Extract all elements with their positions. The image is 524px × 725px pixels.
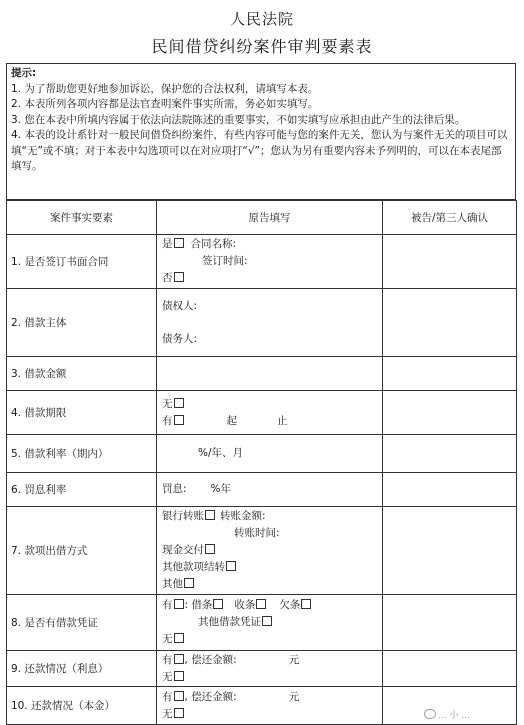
row-label: 1. 是否签订书面合同	[7, 235, 157, 289]
cash-checkbox[interactable]	[205, 544, 215, 554]
plaintiff-cell[interactable]	[157, 289, 383, 357]
plaintiff-cell[interactable]: 有 : 借条 收条 欠条 其他借款凭证 无	[157, 595, 383, 651]
table-row	[7, 357, 517, 391]
other-label: 其他	[162, 578, 183, 590]
notice-box	[6, 63, 516, 200]
has-voucher-label: 有	[162, 599, 173, 611]
row-label: 10. 还款情况（本金）	[7, 687, 157, 725]
principal-amount-label: 偿还金额:	[191, 690, 237, 703]
plaintiff-cell[interactable]	[157, 507, 383, 595]
plaintiff-cell[interactable]: 有 , 偿还金额: 元 无	[157, 651, 383, 687]
other-checkbox[interactable]	[184, 578, 194, 588]
transfer-amount-label: 转账金额:	[220, 510, 266, 522]
sign-time-label: 签订时间:	[202, 255, 248, 267]
row-label: 4. 借款期限	[7, 391, 157, 435]
creditor-label: 债权人:	[162, 299, 198, 312]
row-label: 9. 还款情况（利息）	[7, 651, 157, 687]
transfer-time-label: 转账时间:	[234, 527, 280, 539]
document-title: 民间借贷纠纷案件审判要素表	[151, 37, 373, 56]
defendant-confirm-cell[interactable]	[383, 235, 517, 289]
notice-item-2: 2. 本表所列各项内容都是法官查明案件事实所需，务必如实填写。	[11, 98, 319, 110]
penalty-label: 罚息:	[162, 483, 187, 495]
defendant-confirm-cell[interactable]	[383, 391, 517, 435]
notice-item-1: 1. 为了帮助您更好地参加诉讼，保护您的合法权利，请填写本表。	[11, 82, 319, 95]
plaintiff-cell[interactable]	[157, 391, 383, 435]
table-row	[7, 289, 517, 357]
table-row	[7, 507, 517, 595]
notice-title: 提示:	[11, 67, 37, 79]
column-header-defendant: 被告/第三人确认	[383, 201, 517, 235]
iou-checkbox[interactable]	[301, 599, 311, 609]
defendant-confirm-cell[interactable]	[383, 435, 517, 473]
none-option-label: 无	[162, 397, 173, 410]
interest-paid-checkbox[interactable]	[174, 654, 184, 664]
no-voucher-label: 无	[162, 633, 173, 645]
table-row	[7, 595, 517, 651]
watermark: ... 小 ...	[438, 711, 470, 721]
has-checkbox[interactable]	[174, 415, 184, 425]
row-label: 2. 借款主体	[7, 289, 157, 357]
row-label: 3. 借款金额	[7, 357, 157, 391]
yes-option-label: 是	[162, 238, 173, 250]
penalty-unit-label: %年	[210, 483, 232, 495]
row-label: 6. 罚息利率	[7, 473, 157, 507]
loan-note-checkbox[interactable]	[213, 599, 223, 609]
other-transfer-label: 其他款项结转	[162, 561, 225, 573]
iou-label: 欠条	[279, 599, 301, 611]
bank-transfer-checkbox[interactable]	[205, 510, 215, 520]
defendant-confirm-cell[interactable]	[383, 473, 517, 507]
rate-unit-label: %/年、月	[198, 447, 244, 459]
principal-none-checkbox[interactable]	[174, 708, 184, 718]
principal-none-label: 无	[162, 707, 173, 720]
interest-amount-label: 偿还金额:	[191, 653, 237, 666]
defendant-confirm-cell[interactable]	[383, 595, 517, 651]
plaintiff-cell[interactable]: 有 , 偿还金额: 元 无	[157, 687, 383, 725]
defendant-confirm-cell[interactable]	[383, 289, 517, 357]
principal-yuan-label: 元	[288, 690, 300, 703]
table-row	[7, 651, 517, 687]
has-option-label: 有	[162, 414, 173, 427]
plaintiff-cell[interactable]	[157, 435, 383, 473]
other-voucher-checkbox[interactable]	[262, 616, 272, 626]
row-label: 7. 款项出借方式	[7, 507, 157, 595]
loan-note-label: 借条	[191, 599, 213, 611]
defendant-confirm-cell[interactable]	[383, 651, 517, 687]
table-row	[7, 473, 517, 507]
table-row	[7, 391, 517, 435]
no-option-label: 否	[162, 272, 173, 284]
contract-name-label: 合同名称:	[190, 238, 237, 250]
table-row	[7, 435, 517, 473]
from-label: 起	[226, 414, 237, 427]
plaintiff-cell[interactable]	[157, 235, 383, 289]
principal-paid-checkbox[interactable]	[174, 691, 184, 701]
column-header-elements: 案件事实要素	[7, 201, 157, 235]
interest-paid-label: 有	[162, 653, 173, 666]
elements-table	[6, 200, 517, 725]
bank-transfer-label: 银行转账	[162, 510, 204, 522]
none-checkbox[interactable]	[174, 398, 184, 408]
yes-checkbox[interactable]	[174, 238, 184, 248]
interest-yuan-label: 元	[288, 653, 300, 666]
defendant-confirm-cell[interactable]	[383, 357, 517, 391]
receipt-checkbox[interactable]	[256, 599, 266, 609]
has-voucher-checkbox[interactable]	[174, 599, 184, 609]
notice-item-3: 3. 您在本表中所填内容属于依法向法院陈述的重要事实，不如实填写应承担由此产生的法律后果。	[11, 113, 466, 126]
plaintiff-cell[interactable]	[157, 357, 383, 391]
plaintiff-cell[interactable]	[157, 473, 383, 507]
row-label: 5. 借款利率（期内）	[7, 435, 157, 473]
table-header-row	[7, 201, 517, 235]
court-name: 人民法院	[229, 10, 294, 28]
other-voucher-label: 其他借款凭证	[198, 616, 261, 628]
no-voucher-checkbox[interactable]	[174, 633, 184, 643]
notice-item-4: 4. 本表的设计系针对一般民间借贷纠纷案件，有些内容可能与您的案件无关，您认为与案件无关的项目可以填“无”或不填；对于本表中勾选项可以在对应项打“√”；您认为另有重要内容未予列明的，可以在本表尾部填写。	[11, 129, 508, 172]
receipt-label: 收条	[234, 599, 256, 611]
table-row	[7, 235, 517, 289]
no-checkbox[interactable]	[174, 272, 184, 282]
watermark-icon	[424, 709, 436, 719]
row-label: 8. 是否有借款凭证	[7, 595, 157, 651]
principal-paid-label: 有	[162, 690, 173, 703]
debtor-label: 债务人:	[162, 332, 198, 345]
defendant-confirm-cell[interactable]	[383, 507, 517, 595]
interest-none-label: 无	[162, 670, 173, 683]
to-label: 止	[277, 414, 288, 427]
cash-label: 现金交付	[162, 544, 204, 556]
interest-none-checkbox[interactable]	[174, 671, 184, 681]
column-header-plaintiff: 原告填写	[157, 201, 383, 235]
other-transfer-checkbox[interactable]	[226, 561, 236, 571]
